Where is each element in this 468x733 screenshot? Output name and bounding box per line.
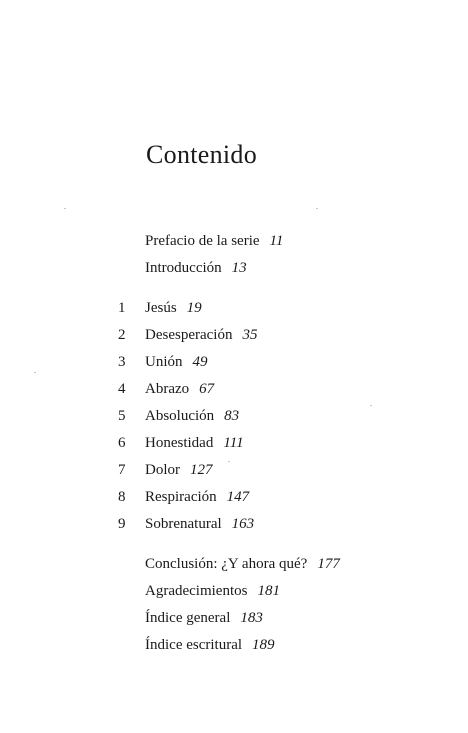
chapter-number: 4 [118,381,126,397]
toc-entry-label: Desesperación [145,327,233,343]
scan-speck [64,208,66,209]
toc-entry-page: 83 [224,408,240,424]
toc-entry-label: Unión [145,354,183,370]
chapter-number: 8 [118,489,126,505]
toc-entry-label: Introducción [145,260,222,276]
toc-entry-page: 67 [199,381,215,397]
toc-entry-page: 35 [242,327,258,343]
toc-entry-page: 147 [226,489,250,505]
toc-entry-label: Prefacio de la serie [145,233,260,249]
toc-entry-page: 163 [231,516,255,532]
toc-entry-page: 181 [257,583,280,599]
toc-entry-page: 19 [186,300,202,316]
page-title: Contenido [146,140,258,169]
scan-speck [228,461,230,462]
toc-entry-page: 49 [192,354,208,370]
toc-entry-label: Sobrenatural [145,516,222,532]
toc-entry-label: Dolor [145,462,180,478]
toc-entry-label: Absolución [145,408,215,424]
toc-entry-page: 13 [231,260,247,276]
toc-entry-page: 111 [223,435,244,451]
toc-entry-page: 11 [269,233,284,249]
chapter-number: 6 [118,435,126,451]
toc-entry-label: Índice general [145,610,231,626]
chapter-number: 9 [118,516,126,532]
toc-entry-label: Jesús [145,300,177,316]
chapter-number: 5 [118,408,126,424]
toc-entry-page: 177 [317,556,340,572]
toc-entry-label: Índice escritural [145,637,243,653]
toc-entry-label: Conclusión: ¿Y ahora qué? [145,556,308,572]
scan-speck [316,208,318,209]
scan-speck [34,372,36,373]
toc-entry-label: Honestidad [145,435,214,451]
toc-entry-label: Respiración [145,489,217,505]
toc-entry-page: 127 [190,462,213,478]
toc-entry-label: Agradecimientos [145,583,248,599]
toc-entry-page: 183 [240,610,263,626]
scan-speck [370,405,372,406]
toc-entry-label: Abrazo [145,381,190,397]
toc-entry-page: 189 [252,637,275,653]
chapter-number: 1 [118,300,126,316]
chapter-number: 2 [118,327,126,343]
chapter-number: 3 [118,354,126,370]
chapter-number: 7 [118,462,126,478]
